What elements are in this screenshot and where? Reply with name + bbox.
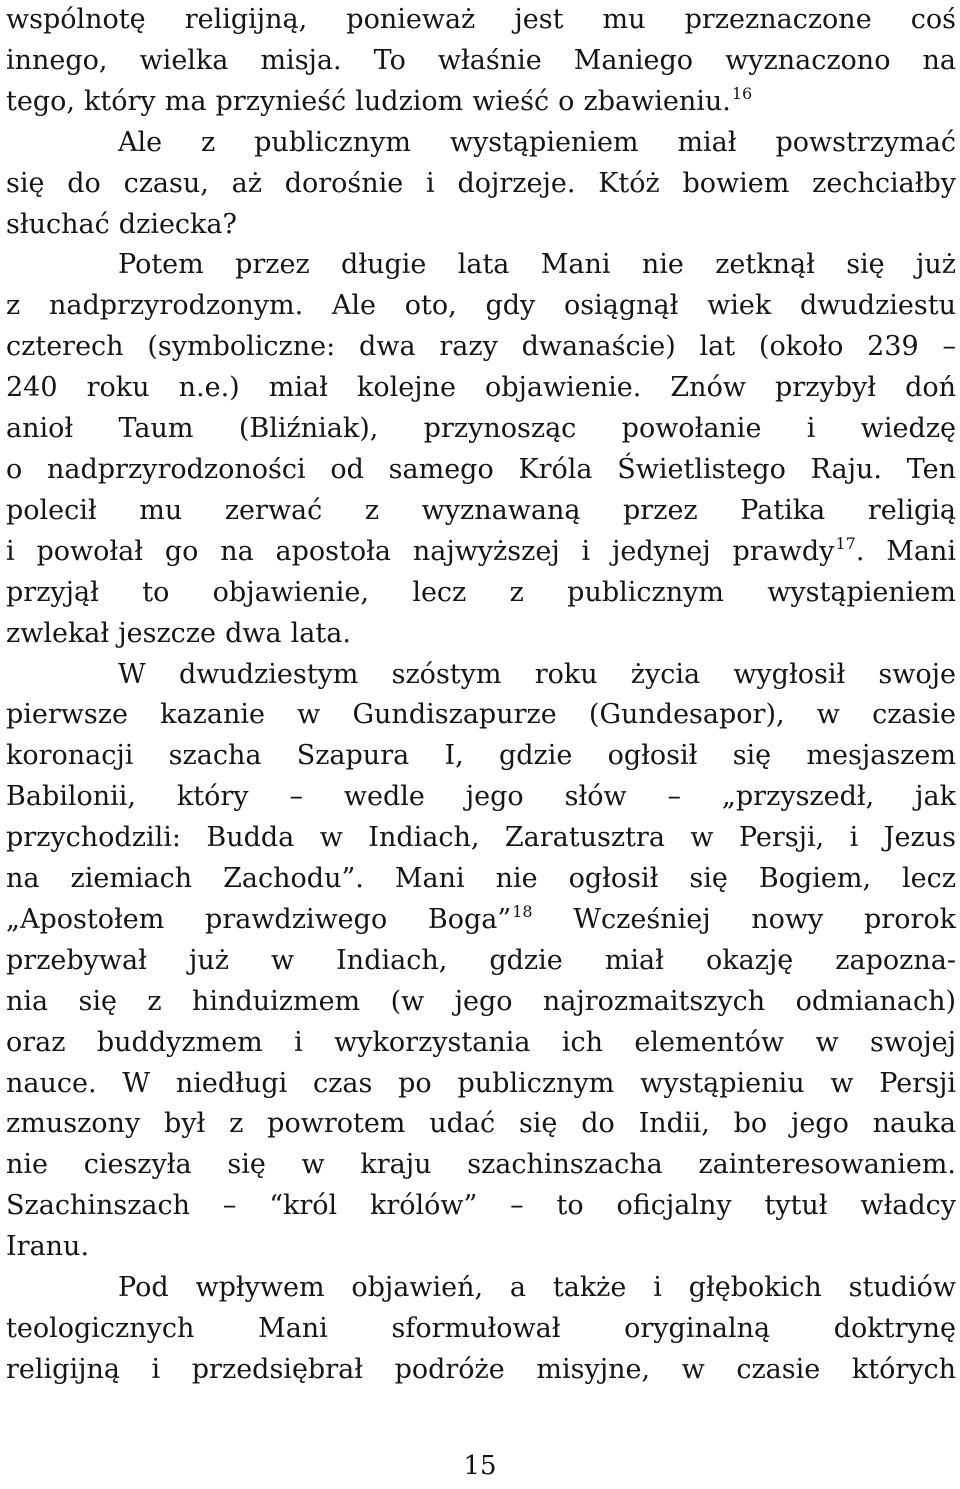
text-line: Pod wpływem objawień, a także i głębokich studiów xyxy=(118,1272,956,1304)
text-line: polecił mu zerwać z wyznawaną przez Patika religią xyxy=(6,494,956,526)
paragraph-2 xyxy=(6,123,956,246)
page-number: 15 xyxy=(463,1451,497,1481)
text-line: się do czasu, aż dorośnie i dojrzeje. Któż bowiem zechciałby xyxy=(6,167,956,199)
text-line: słuchać dziecka? xyxy=(6,208,237,240)
text-line xyxy=(6,532,956,573)
text-line: 240 roku n.e.) miał kolejne objawienie. Znów przybył doń xyxy=(6,372,956,404)
text-line: pierwsze kazanie w Gundiszapurze (Gundesapor), w czasie xyxy=(6,699,956,731)
text-line-content: . Mani xyxy=(855,535,957,567)
text-line: przebywał już w Indiach, gdzie miał okazję zapozna- xyxy=(6,944,956,976)
text-line: anioł Taum (Bliźniak), przynosząc powołanie i wiedzę xyxy=(6,413,956,445)
text-line-content: Wcześniej nowy prorok xyxy=(532,903,956,935)
text-line: nauce. W niedługi czas po publicznym wystąpieniu w Persji xyxy=(6,1067,956,1099)
paragraph-5 xyxy=(6,1268,956,1391)
text-line: teologicznych Mani sformułował oryginalną doktrynę xyxy=(6,1313,956,1344)
text-line-content: i powołał go na apostoła najwyższej i jedynej prawdy xyxy=(6,535,835,567)
text-line: przychodzili: Budda w Indiach, Zaratusztra w Persji, i Jezus xyxy=(6,822,956,854)
text-line xyxy=(6,900,956,941)
page-body xyxy=(6,0,956,1391)
text-line: nie cieszyła się w kraju szachinszacha zainteresowaniem. xyxy=(6,1149,956,1181)
text-line: o nadprzyrodzoności od samego Króla Świetlistego Raju. Ten xyxy=(6,453,956,485)
text-line: czterech (symboliczne: dwa razy dwanaście) lat (około 239 – xyxy=(6,331,956,363)
text-line: przyjął to objawienie, lecz z publicznym wystąpieniem xyxy=(6,576,956,608)
paragraph-4 xyxy=(6,655,956,1269)
text-line: Szachinszach – “król królów” – to oficjalny tytuł władcy xyxy=(6,1190,956,1222)
paragraph-1 xyxy=(6,0,956,123)
footnote-marker: 16 xyxy=(731,83,753,103)
text-line: nia się z hinduizmem (w jego najrozmaitszych odmianach) xyxy=(6,985,956,1017)
text-line-content: tego, który ma przynieść ludziom wieść o zbawieniu. xyxy=(6,85,731,117)
text-line: religijną i przedsiębrał podróże misyjne, w czasie których xyxy=(6,1353,956,1385)
text-line: Babilonii, który – wedle jego słów – „przyszedł, jak xyxy=(6,781,956,813)
text-line: z nadprzyrodzonym. Ale oto, gdy osiągnął wiek dwudziestu xyxy=(6,290,956,322)
footnote-marker: 17 xyxy=(835,533,856,553)
text-line: Potem przez długie lata Mani nie zetknął się już xyxy=(118,249,956,281)
text-line: wspólnotę religijną, ponieważ jest mu przeznaczone coś xyxy=(6,4,956,35)
text-line: Ale z publicznym wystąpieniem miał powstrzymać xyxy=(118,126,956,158)
paragraph-3 xyxy=(6,245,956,654)
text-line: zmuszony był z powrotem udać się do Indii, bo jego nauka xyxy=(6,1108,956,1140)
text-line: innego, wielka misja. To właśnie Maniego wyznaczono na xyxy=(6,44,956,76)
text-line: oraz buddyzmem i wykorzystania ich elementów w swojej xyxy=(6,1026,956,1058)
text-line: zwlekał jeszcze dwa lata. xyxy=(6,617,351,649)
footnote-marker: 18 xyxy=(512,901,533,921)
text-line: koronacji szacha Szapura I, gdzie ogłosił się mesjaszem xyxy=(6,740,956,772)
text-line: na ziemiach Zachodu”. Mani nie ogłosił się Bogiem, lecz xyxy=(6,863,956,895)
text-line: Iranu. xyxy=(6,1231,90,1263)
text-line: W dwudziestym szóstym roku życia wygłosił swoje xyxy=(118,658,956,690)
text-line xyxy=(6,82,956,123)
text-line-content: „Apostołem prawdziwego Boga” xyxy=(6,903,512,935)
